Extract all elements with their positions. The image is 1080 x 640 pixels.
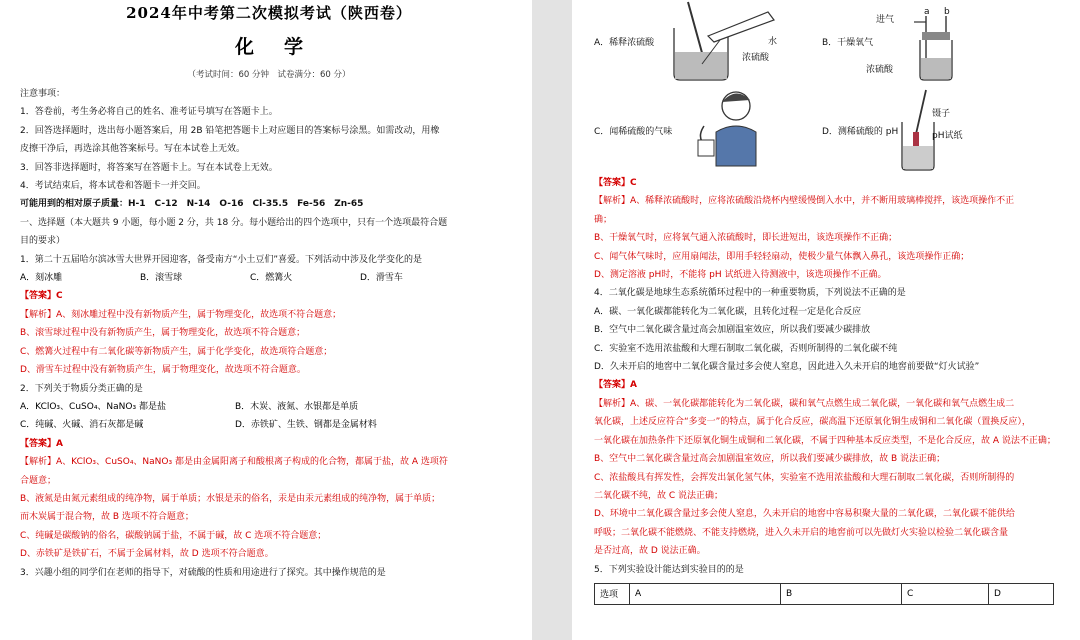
label-concentrated-acid-b: 浓硫酸 bbox=[866, 65, 894, 75]
q2-option-c: C．纯碱、火碱、消石灰都是碱 bbox=[20, 420, 144, 431]
q4-analysis-line: 氧化碳，上述反应符合“多变一”的特点，属于化合反应，碳高温下还原氧化铜生成铜和二氧化碳（置换反应）， bbox=[594, 417, 1031, 428]
q2-analysis-line: 【解析】A、KClO₃、CuSO₄、NaNO₃ 都是由金属阳离子和酸根离子构成的化合物，都属于盐，故 A 选项符 bbox=[20, 457, 448, 468]
q4-analysis-line: 是否过高，故 D 说法正确。 bbox=[594, 546, 706, 557]
note-item: 1．答卷前，考生务必将自己的姓名、准考证号填写在答题卡上。 bbox=[20, 107, 278, 118]
q3-option-c: C．闻稀硫酸的气味 bbox=[594, 127, 673, 137]
q2-analysis-line: C、纯碱是碳酸钠的俗名，碳酸钠属于盐，不属于碱，故 C 选项不符合题意； bbox=[20, 530, 327, 541]
q4-analysis-line: B、空气中二氧化碳含量过高会加剧温室效应，所以我们要减少碳排放，故 B 说法正确； bbox=[594, 454, 946, 465]
q4-analysis-line: 【解析】A、碳、一氧化碳都能转化为二氧化碳，碳和氧气点燃生成二氧化碳，一氧化碳和氧气点燃生成二 bbox=[594, 398, 1015, 409]
q1-option-d: D．滑雪车 bbox=[360, 273, 403, 284]
label-port-b: b bbox=[944, 7, 950, 17]
q4-analysis-line: 二氧化碳不纯，故 C 说法正确； bbox=[594, 490, 724, 501]
q2-analysis-line: 合题意； bbox=[20, 475, 57, 486]
note-item: 3．回答非选择题时，将答案写在答题卡上。写在本试卷上无效。 bbox=[20, 162, 278, 173]
q4-stem: 4．二氧化碳是地球生态系统循环过程中的一种重要物质，下列说法不正确的是 bbox=[594, 288, 906, 299]
q1-option-b: B．滚雪球 bbox=[140, 273, 183, 284]
q2-analysis-line: D、赤铁矿是铁矿石，不属于金属材料，故 D 选项不符合题意。 bbox=[20, 549, 274, 560]
q3-option-a: A．稀释浓硫酸 bbox=[594, 38, 655, 48]
q5-options-table bbox=[594, 583, 1054, 605]
q2-analysis-line: 而木炭属于混合物，故 B 选项不符合题意； bbox=[20, 512, 194, 523]
ph-test-figure bbox=[896, 86, 946, 172]
q4-analysis-line: 一氧化碳在加热条件下还原氧化铜生成铜和二氧化碳，不属于四种基本反应类型，不是化合反应，故 A 说法不正确； bbox=[594, 435, 1056, 446]
exam-meta: （考试时间：60 分钟 试卷满分：60 分） bbox=[187, 70, 351, 80]
exam-subject: 化学 bbox=[234, 36, 333, 58]
page-gutter bbox=[532, 0, 572, 640]
q3-analysis-line: 确； bbox=[594, 214, 613, 225]
q5-stem: 5．下列实验设计能达到实验目的的是 bbox=[594, 564, 744, 575]
q3-analysis-line: B、干燥氧气时，应将氧气通入浓硫酸时，即长进短出，该选项操作不正确； bbox=[594, 233, 898, 244]
label-port-a: a bbox=[924, 7, 930, 17]
q4-answer: 【答案】A bbox=[594, 380, 637, 391]
table-header-cell: B bbox=[781, 583, 902, 604]
q3-figures-row2 bbox=[594, 86, 1068, 174]
q3-option-d: D．测稀硫酸的 pH bbox=[822, 127, 899, 137]
atomic-masses: 可能用到的相对原子质量：H-1 C-12 N-14 O-16 Cl-35.5 Fe-56 Zn-65 bbox=[20, 199, 364, 210]
exam-title: 2024年中考第二次模拟考试（陕西卷） bbox=[126, 4, 412, 22]
note-item: 4．考试结束后，将本试卷和答题卡一并交回。 bbox=[20, 181, 206, 192]
note-item: 2．回答选择题时，选出每小题答案后，用 2B 铅笔把答题卡上对应题目的答案标号涂黑。如需改动，用橡 bbox=[20, 125, 440, 136]
q2-options-row2 bbox=[20, 416, 518, 434]
table-header-cell: D bbox=[989, 583, 1054, 604]
q3-analysis-line: D、测定溶液 pH时，不能将 pH 试纸进入待测液中，该选项操作不正确。 bbox=[594, 270, 887, 281]
table-row bbox=[595, 583, 1054, 604]
q1-analysis-line: C、燃篝火过程中有二氧化碳等新物质产生，属于化学变化，故选项符合题意； bbox=[20, 346, 333, 357]
q4-analysis-line: C、浓盐酸具有挥发性，会挥发出氯化氢气体，实验室不选用浓盐酸和大理石制取二氧化碳，否则所制得的 bbox=[594, 472, 1015, 483]
q2-option-a: A．KClO₃、CuSO₄、NaNO₃ 都是盐 bbox=[20, 401, 166, 412]
smelling-figure bbox=[692, 86, 772, 172]
q2-answer: 【答案】A bbox=[20, 438, 63, 449]
label-gas-in: 进气 bbox=[876, 15, 895, 25]
q1-analysis-line: B、滚雪球过程中没有新物质产生，属于物理变化，故选项不符合题意； bbox=[20, 328, 306, 339]
table-header-cell: C bbox=[902, 583, 989, 604]
q3-stem: 3．兴趣小组的同学们在老师的指导下，对硫酸的性质和用途进行了探究。其中操作规范的是 bbox=[20, 567, 386, 578]
table-header-cell: A bbox=[630, 583, 781, 604]
q1-options bbox=[20, 269, 518, 287]
q1-stem: 1．第二十五届哈尔滨冰雪大世界开园迎客，备受南方“小土豆们”喜爱。下列活动中涉及化学变化的是 bbox=[20, 254, 423, 265]
q2-options-row1 bbox=[20, 398, 518, 416]
q3-figures-row1 bbox=[594, 0, 1068, 86]
q2-stem: 2．下列关于物质分类正确的是 bbox=[20, 383, 143, 394]
q4-option-a: A．碳、一氧化碳都能转化为二氧化碳，且转化过程一定是化合反应 bbox=[594, 306, 862, 317]
q4-option-d: D．久未开启的地窖中二氧化碳含量过多会使人窒息，因此进入久未开启的地窖前要做“灯火试验” bbox=[594, 362, 980, 373]
q2-analysis-line: B、液氮是由氮元素组成的纯净物，属于单质；水银是汞的俗名，汞是由汞元素组成的纯净物，属于单质； bbox=[20, 493, 441, 504]
q1-answer: 【答案】C bbox=[20, 291, 63, 302]
exam-page-right bbox=[572, 0, 1080, 640]
section-heading-cont: 目的要求） bbox=[20, 236, 66, 247]
label-ph-paper: pH试纸 bbox=[932, 131, 963, 141]
q1-analysis-line: D、滑雪车过程中没有新物质产生，属于物理变化，故选项不符合题意。 bbox=[20, 365, 306, 376]
q3-option-b: B．干燥氧气 bbox=[822, 38, 874, 48]
label-water: 水 bbox=[768, 37, 778, 47]
exam-page-left bbox=[0, 0, 532, 640]
note-item: 皮擦干净后，再选涂其他答案标号。写在本试卷上无效。 bbox=[20, 144, 246, 155]
q2-option-d: D．赤铁矿、生铁、钢都是金属材料 bbox=[235, 420, 377, 431]
section-heading: 一、选择题（本大题共 9 小题，每小题 2 分，共 18 分。每小题给出的四个选项中，只有一个选项最符合题 bbox=[20, 217, 448, 228]
gas-bottle-figure bbox=[912, 14, 972, 84]
q1-option-a: A．刻冰雕 bbox=[20, 273, 63, 284]
notes-heading: 注意事项： bbox=[20, 89, 66, 99]
q1-option-c: C．燃篝火 bbox=[250, 273, 293, 284]
q1-analysis-line: 【解析】A、刻冰雕过程中没有新物质产生，属于物理变化，故选项不符合题意； bbox=[20, 309, 342, 320]
label-concentrated-acid-a: 浓硫酸 bbox=[742, 53, 770, 63]
q2-option-b: B．木炭、液氮、水银都是单质 bbox=[235, 401, 359, 412]
label-tweezers: 镊子 bbox=[932, 109, 951, 119]
q3-analysis-line: 【解析】A、稀释浓硫酸时，应将浓硫酸沿烧杯内壁缓慢倒入水中，并不断用玻璃棒搅拌，该选项操作不正 bbox=[594, 196, 1015, 207]
q4-analysis-line: 呼吸；二氧化碳不能燃烧、不能支持燃烧，进入久未开启的地窖前可以先做灯火实验以检验二氧化碳含量 bbox=[594, 527, 1009, 538]
q4-option-c: C．实验室不选用浓盐酸和大理石制取二氧化碳，否则所制得的二氧化碳不纯 bbox=[594, 343, 898, 354]
table-header-cell: 选项 bbox=[595, 583, 630, 604]
q4-analysis-line: D、环境中二氧化碳含量过多会使人窒息，久未开启的地窖中容易积聚大量的二氧化碳，二氧化碳不能供给 bbox=[594, 509, 1015, 520]
q3-analysis-line: C、闻气体气味时，应用扇闻法，即用手轻轻扇动，使极少量气体飘入鼻孔，该选项操作正确； bbox=[594, 251, 970, 262]
q3-answer: 【答案】C bbox=[594, 178, 637, 188]
q4-option-b: B．空气中二氧化碳含量过高会加剧温室效应，所以我们要减少碳排放 bbox=[594, 325, 871, 336]
